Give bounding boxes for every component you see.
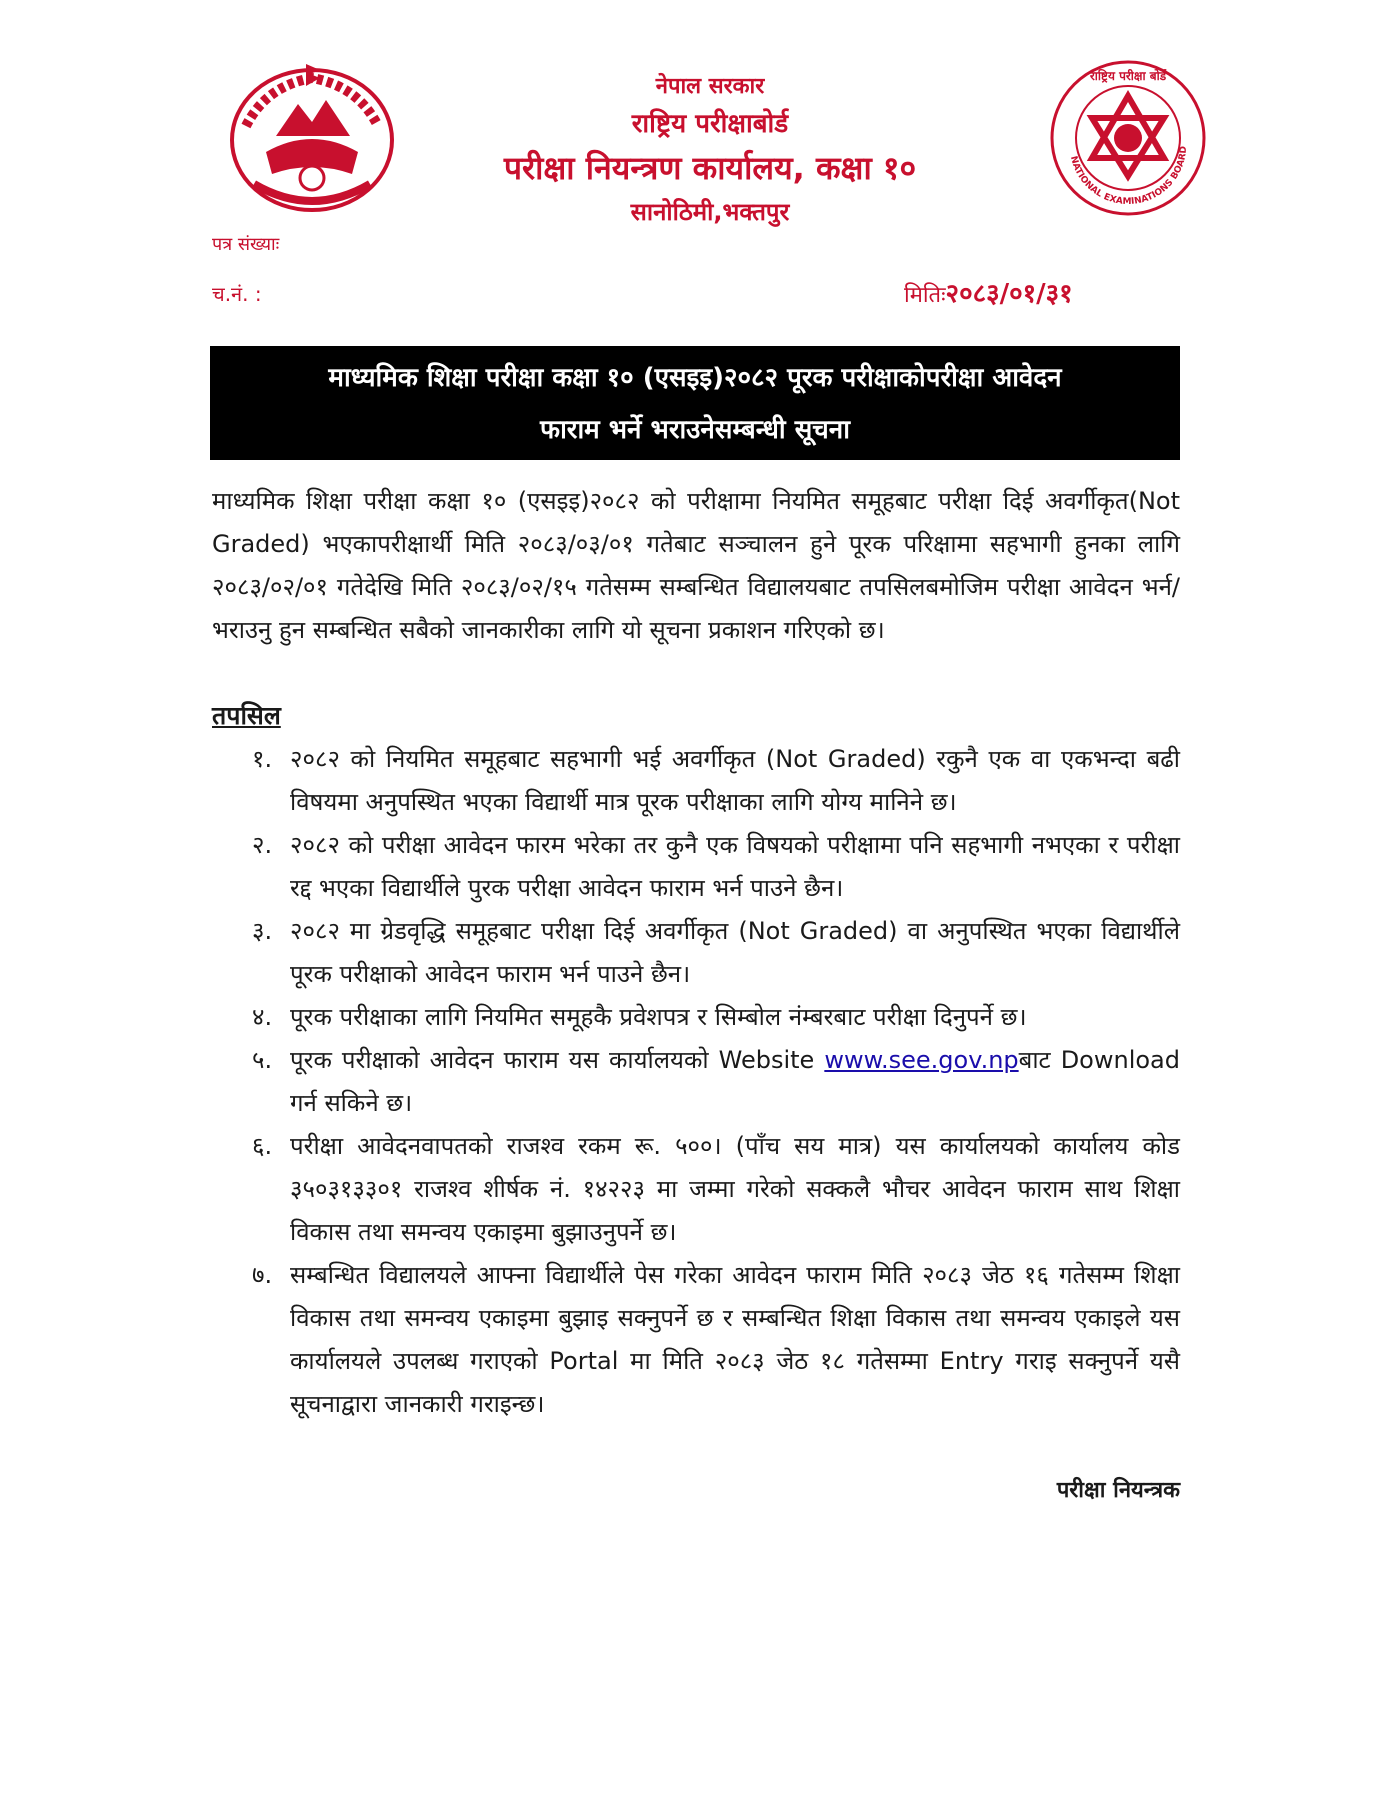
dispatch-number-label: च.नं. : <box>212 282 262 306</box>
list-item <box>252 996 1180 1039</box>
list-item-text: २०८२ मा ग्रेडवृद्धि समूहबाट परीक्षा दिई अवर्गीकृत (Not Graded) वा अनुपस्थित भएका विद्यार्थीले पूरक परीक्षाको आवेदन फाराम भर्न पाउने छैन। <box>290 917 1180 988</box>
letterhead <box>400 70 1020 232</box>
list-item-number: १. <box>252 745 273 773</box>
list-item-text: २०८२ को परीक्षा आवेदन फारम भरेका तर कुनै एक विषयको परीक्षामा पनि सहभागी नभएका र परीक्षा रद्द भएका विद्यार्थीले पुरक परीक्षा आवेदन फाराम भर्न पाउने छैन। <box>290 831 1180 902</box>
list-item-number: ४. <box>252 1003 273 1031</box>
list-item <box>252 1039 1180 1125</box>
header-line-address: सानोठिमी,भक्तपुर <box>630 198 790 226</box>
national-examinations-board-logo <box>1046 56 1210 220</box>
date-label: मितिः <box>904 283 946 308</box>
notice-date <box>904 274 1073 310</box>
letter-number-label: पत्र संख्याः <box>212 234 280 255</box>
list-item <box>252 1125 1180 1254</box>
list-item-number: २. <box>252 831 273 859</box>
notice-body: माध्यमिक शिक्षा परीक्षा कक्षा १० (एसइइ)२०८२ को परीक्षामा नियमित समूहबाट परीक्षा दिई अवर्गीकृत(Not Graded) भएकापरीक्षार्थी मिति २०८३/०३/०१ गतेबाट सञ्चालन हुने पूरक परिक्षामा सहभागी हुनका लागि २०८३/०२/०१ गतेदेखि मिति २०८३/०२/१५ गतेसम्म सम्बन्धित विद्यालयबाट तपसिलबमोजिम परीक्षा आवेदन भर्न/भराउनु हुन सम्बन्धित सबैको जानकारीका लागि यो सूचना प्रकाशन गरिएको छ। <box>212 487 1180 644</box>
list-item-text: परीक्षा आवेदनवापतको राजश्व रकम रू. ५००। (पाँच सय मात्र) यस कार्यालयको कार्यालय कोड ३५०३१३३०१ राजश्व शीर्षक नं. १४२२३ मा जम्मा गरेको सक्कलै भौचर आवेदन फाराम साथ शिक्षा विकास तथा समन्वय एकाइमा बुझाउनुपर्ने छ। <box>290 1132 1180 1246</box>
signatory-title: परीक्षा नियन्त्रक <box>1056 1478 1180 1503</box>
list-item-number: ७. <box>252 1261 273 1289</box>
details-list <box>252 738 1180 1426</box>
list-item <box>252 1254 1180 1426</box>
nepal-government-emblem <box>226 56 398 216</box>
list-item <box>252 738 1180 824</box>
list-item <box>252 910 1180 996</box>
list-item-text: पूरक परीक्षाका लागि नियमित समूहकै प्रवेशपत्र र सिम्बोल नंम्बरबाट परीक्षा दिनुपर्ने छ। <box>290 1003 1027 1031</box>
list-item-text-after-link: बाट Download गर्न सकिने छ। <box>290 1046 1180 1117</box>
notice-title-line-1: माध्यमिक शिक्षा परीक्षा कक्षा १० (एसइइ)२०८२ पूरक परीक्षाकोपरीक्षा आवेदन <box>328 363 1062 393</box>
seal-ring-text: NATIONAL EXAMINATIONS BOARD <box>1067 145 1190 208</box>
list-item-number: ५. <box>252 1046 273 1074</box>
list-item-text: २०८२ को नियमित समूहबाट सहभागी भई अवर्गीकृत (Not Graded) रकुनै एक वा एकभन्दा बढी विषयमा अनुपस्थित भएका विद्यार्थी मात्र पूरक परीक्षाका लागि योग्य मानिने छ। <box>290 745 1180 816</box>
list-item-number: ६. <box>252 1132 273 1160</box>
header-line-office: परीक्षा नियन्त्रण कार्यालय, कक्षा १० <box>503 149 917 187</box>
see-website-link[interactable]: www.see.gov.np <box>824 1046 1019 1074</box>
header-line-government: नेपाल सरकार <box>655 74 765 99</box>
notice-title <box>210 346 1180 460</box>
details-heading: तपसिल <box>212 701 281 730</box>
list-item <box>252 824 1180 910</box>
notice-title-line-2: फाराम भर्ने भराउनेसम्बन्धी सूचना <box>540 415 850 445</box>
list-item-text <box>290 1039 1180 1125</box>
date-value: २०८३/०१/३१ <box>945 279 1073 309</box>
list-item-text-before-link: पूरक परीक्षाको आवेदन फाराम यस कार्यालयको Website <box>290 1046 825 1074</box>
list-item-text: सम्बन्धित विद्यालयले आफ्ना विद्यार्थीले पेस गरेका आवेदन फाराम मिति २०८३ जेठ १६ गतेसम्म शिक्षा विकास तथा समन्वय एकाइमा बुझाइ सक्नुपर्ने छ र सम्बन्धित शिक्षा विकास तथा समन्वय एकाइले यस कार्यालयले उपलब्ध गराएको Portal मा मिति २०८३ जेठ १८ गतेसम्मा Entry गराइ सक्नुपर्ने यसै सूचनाद्वारा जानकारी गराइन्छ। <box>290 1261 1180 1418</box>
header-line-board: राष्ट्रिय परीक्षाबोर्ड <box>631 109 789 139</box>
list-item-number: ३. <box>252 917 273 945</box>
seal-top-text: राष्ट्रिय परीक्षा बोर्ड <box>1089 69 1167 83</box>
